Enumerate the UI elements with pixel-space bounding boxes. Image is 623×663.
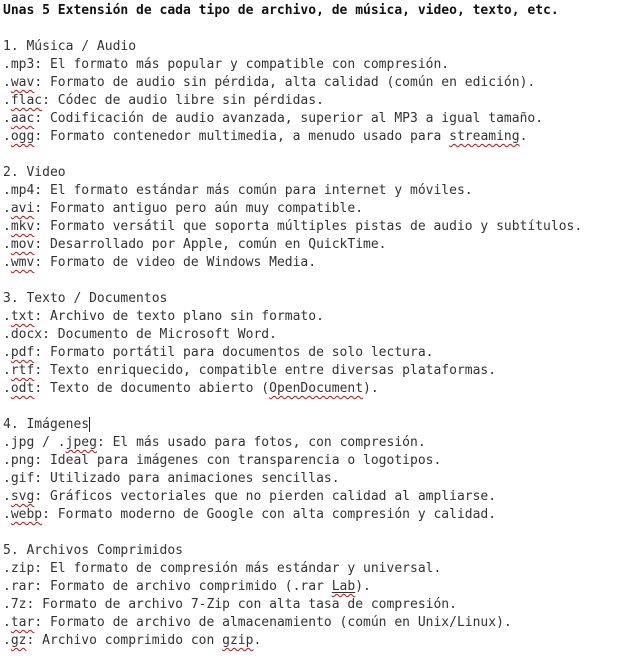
text-line xyxy=(3,578,621,596)
text-run xyxy=(3,525,11,540)
text-line xyxy=(3,56,621,74)
text-run: . xyxy=(3,381,11,396)
text-run: : Formato portátil para documentos de solo lectura. xyxy=(34,345,434,360)
misspelled-word: odt xyxy=(10,381,35,396)
blank-line xyxy=(3,146,621,164)
misspelled-word: ogg xyxy=(10,129,35,144)
text-run: . xyxy=(519,129,528,144)
text-line xyxy=(3,614,621,632)
misspelled-word: gzip xyxy=(222,633,254,648)
text-run: : Archivo de texto plano sin formato. xyxy=(34,309,324,324)
text-run: : Texto enriquecido, compatible entre diversas plataformas. xyxy=(34,363,497,378)
section-heading xyxy=(3,164,621,182)
text-line xyxy=(3,380,621,398)
text-run xyxy=(3,21,11,36)
text-line xyxy=(3,344,621,362)
section-heading xyxy=(3,542,621,560)
text-run: 2. Video xyxy=(3,165,66,180)
text-run: . xyxy=(3,633,11,648)
text-line xyxy=(3,488,621,506)
misspelled-word: avi xyxy=(10,201,35,216)
text-line xyxy=(3,308,621,326)
text-run: ). xyxy=(363,381,379,396)
text-run: Unas 5 Extensión de cada tipo de archivo, de música, video, texto, etc. xyxy=(3,3,559,18)
text-line xyxy=(3,92,621,110)
misspelled-word: pdf xyxy=(10,345,35,360)
text-run: : Texto de documento abierto ( xyxy=(34,381,270,396)
section-heading xyxy=(3,416,621,434)
blank-line xyxy=(3,272,621,290)
text-line xyxy=(3,560,621,578)
text-run: . xyxy=(3,237,11,252)
misspelled-word: OpenDocument xyxy=(269,381,364,396)
text-run xyxy=(3,273,11,288)
text-line xyxy=(3,362,621,380)
text-run: : Formato moderno de Google con alta compresión y calidad. xyxy=(42,507,497,522)
text-run: . xyxy=(3,489,11,504)
text-run: : El más usado para fotos, con compresión. xyxy=(96,435,426,450)
text-run: . xyxy=(3,615,11,630)
text-run: .mp4: El formato estándar más común para internet y móviles. xyxy=(3,183,473,198)
misspelled-word: aac xyxy=(10,111,35,126)
text-line xyxy=(3,110,621,128)
text-line xyxy=(3,452,621,470)
misspelled-word: webp xyxy=(10,507,43,522)
misspelled-word: streaming xyxy=(449,129,520,144)
misspelled-word: mkv xyxy=(10,219,35,234)
text-line xyxy=(3,632,621,650)
text-run: 5. Archivos Comprimidos xyxy=(3,543,184,558)
text-run: : Gráficos vectoriales que no pierden calidad al ampliarse. xyxy=(34,489,497,504)
text-run: . xyxy=(3,219,11,234)
text-line xyxy=(3,506,621,524)
text-run: ). xyxy=(355,579,371,594)
text-run: .rar: Formato de archivo comprimido (.rar xyxy=(3,579,332,594)
text-run: .docx: Documento de Microsoft Word. xyxy=(3,327,277,342)
misspelled-word: tar xyxy=(10,615,35,630)
text-run: : Formato versátil que soporta múltiples pistas de audio y subtítulos. xyxy=(34,219,583,234)
text-run: . xyxy=(3,75,11,90)
text-run: : Formato antiguo pero aún muy compatible. xyxy=(34,201,364,216)
text-run: . xyxy=(3,309,11,324)
blank-line xyxy=(3,20,621,38)
text-line xyxy=(3,74,621,92)
text-line xyxy=(3,218,621,236)
document-title xyxy=(3,2,621,20)
text-line xyxy=(3,128,621,146)
text-run: . xyxy=(3,129,11,144)
text-run: .gif: Utilizado para animaciones sencillas. xyxy=(3,471,340,486)
text-run: .zip: El formato de compresión más estándar y universal. xyxy=(3,561,442,576)
text-run: .mp3: El formato más popular y compatible con compresión. xyxy=(3,57,450,72)
text-caret xyxy=(89,417,90,432)
text-run: . xyxy=(3,507,11,522)
text-run: : Formato de video de Windows Media. xyxy=(34,255,317,270)
text-run: .png: Ideal para imágenes con transparencia o logotipos. xyxy=(3,453,442,468)
text-line xyxy=(3,596,621,614)
section-heading xyxy=(3,38,621,56)
text-run: . xyxy=(3,111,11,126)
text-line xyxy=(3,200,621,218)
misspelled-word: txt xyxy=(10,309,35,324)
text-line xyxy=(3,254,621,272)
text-run: : Códec de audio libre sin pérdidas. xyxy=(42,93,324,108)
misspelled-word: wav xyxy=(10,75,35,90)
blank-line xyxy=(3,524,621,542)
misspelled-word: rtf xyxy=(10,363,35,378)
text-line xyxy=(3,326,621,344)
misspelled-word: wmv xyxy=(10,255,35,270)
underlined-text: Lab xyxy=(331,579,356,594)
blank-line xyxy=(3,398,621,416)
section-heading xyxy=(3,290,621,308)
text-run: 4. Imágenes xyxy=(3,417,90,432)
text-run xyxy=(3,399,11,414)
misspelled-word: svg xyxy=(10,489,35,504)
text-run: 1. Música / Audio xyxy=(3,39,137,54)
text-run: . xyxy=(253,633,262,648)
text-line xyxy=(3,434,621,452)
text-run: . xyxy=(3,345,11,360)
text-run: : Formato de audio sin pérdida, alta calidad (común en edición). xyxy=(34,75,536,90)
text-line xyxy=(3,182,621,200)
text-run: : Formato de archivo de almacenamiento (común en Unix/Linux). xyxy=(34,615,512,630)
text-run: . xyxy=(3,255,11,270)
text-line xyxy=(3,236,621,254)
text-run xyxy=(3,147,11,162)
text-run: .jpg / . xyxy=(3,435,66,450)
text-run: 3. Texto / Documentos xyxy=(3,291,168,306)
text-run: . xyxy=(3,201,11,216)
text-run: .7z: Formato de archivo 7-Zip con alta tasa de compresión. xyxy=(3,597,457,612)
text-run: . xyxy=(3,363,11,378)
text-run: : Codificación de audio avanzada, superior al MP3 a igual tamaño. xyxy=(34,111,544,126)
misspelled-word: mov xyxy=(10,237,35,252)
misspelled-word: jpeg xyxy=(65,435,97,450)
text-run: . xyxy=(3,93,11,108)
text-run: : Archivo comprimido con xyxy=(26,633,223,648)
misspelled-word: gz xyxy=(10,633,27,648)
text-run: : Desarrollado por Apple, común en QuickTime. xyxy=(34,237,387,252)
text-run: : Formato contenedor multimedia, a menudo usado para xyxy=(34,129,450,144)
text-line xyxy=(3,470,621,488)
misspelled-word: flac xyxy=(10,93,43,108)
misspelled-word xyxy=(332,579,355,594)
